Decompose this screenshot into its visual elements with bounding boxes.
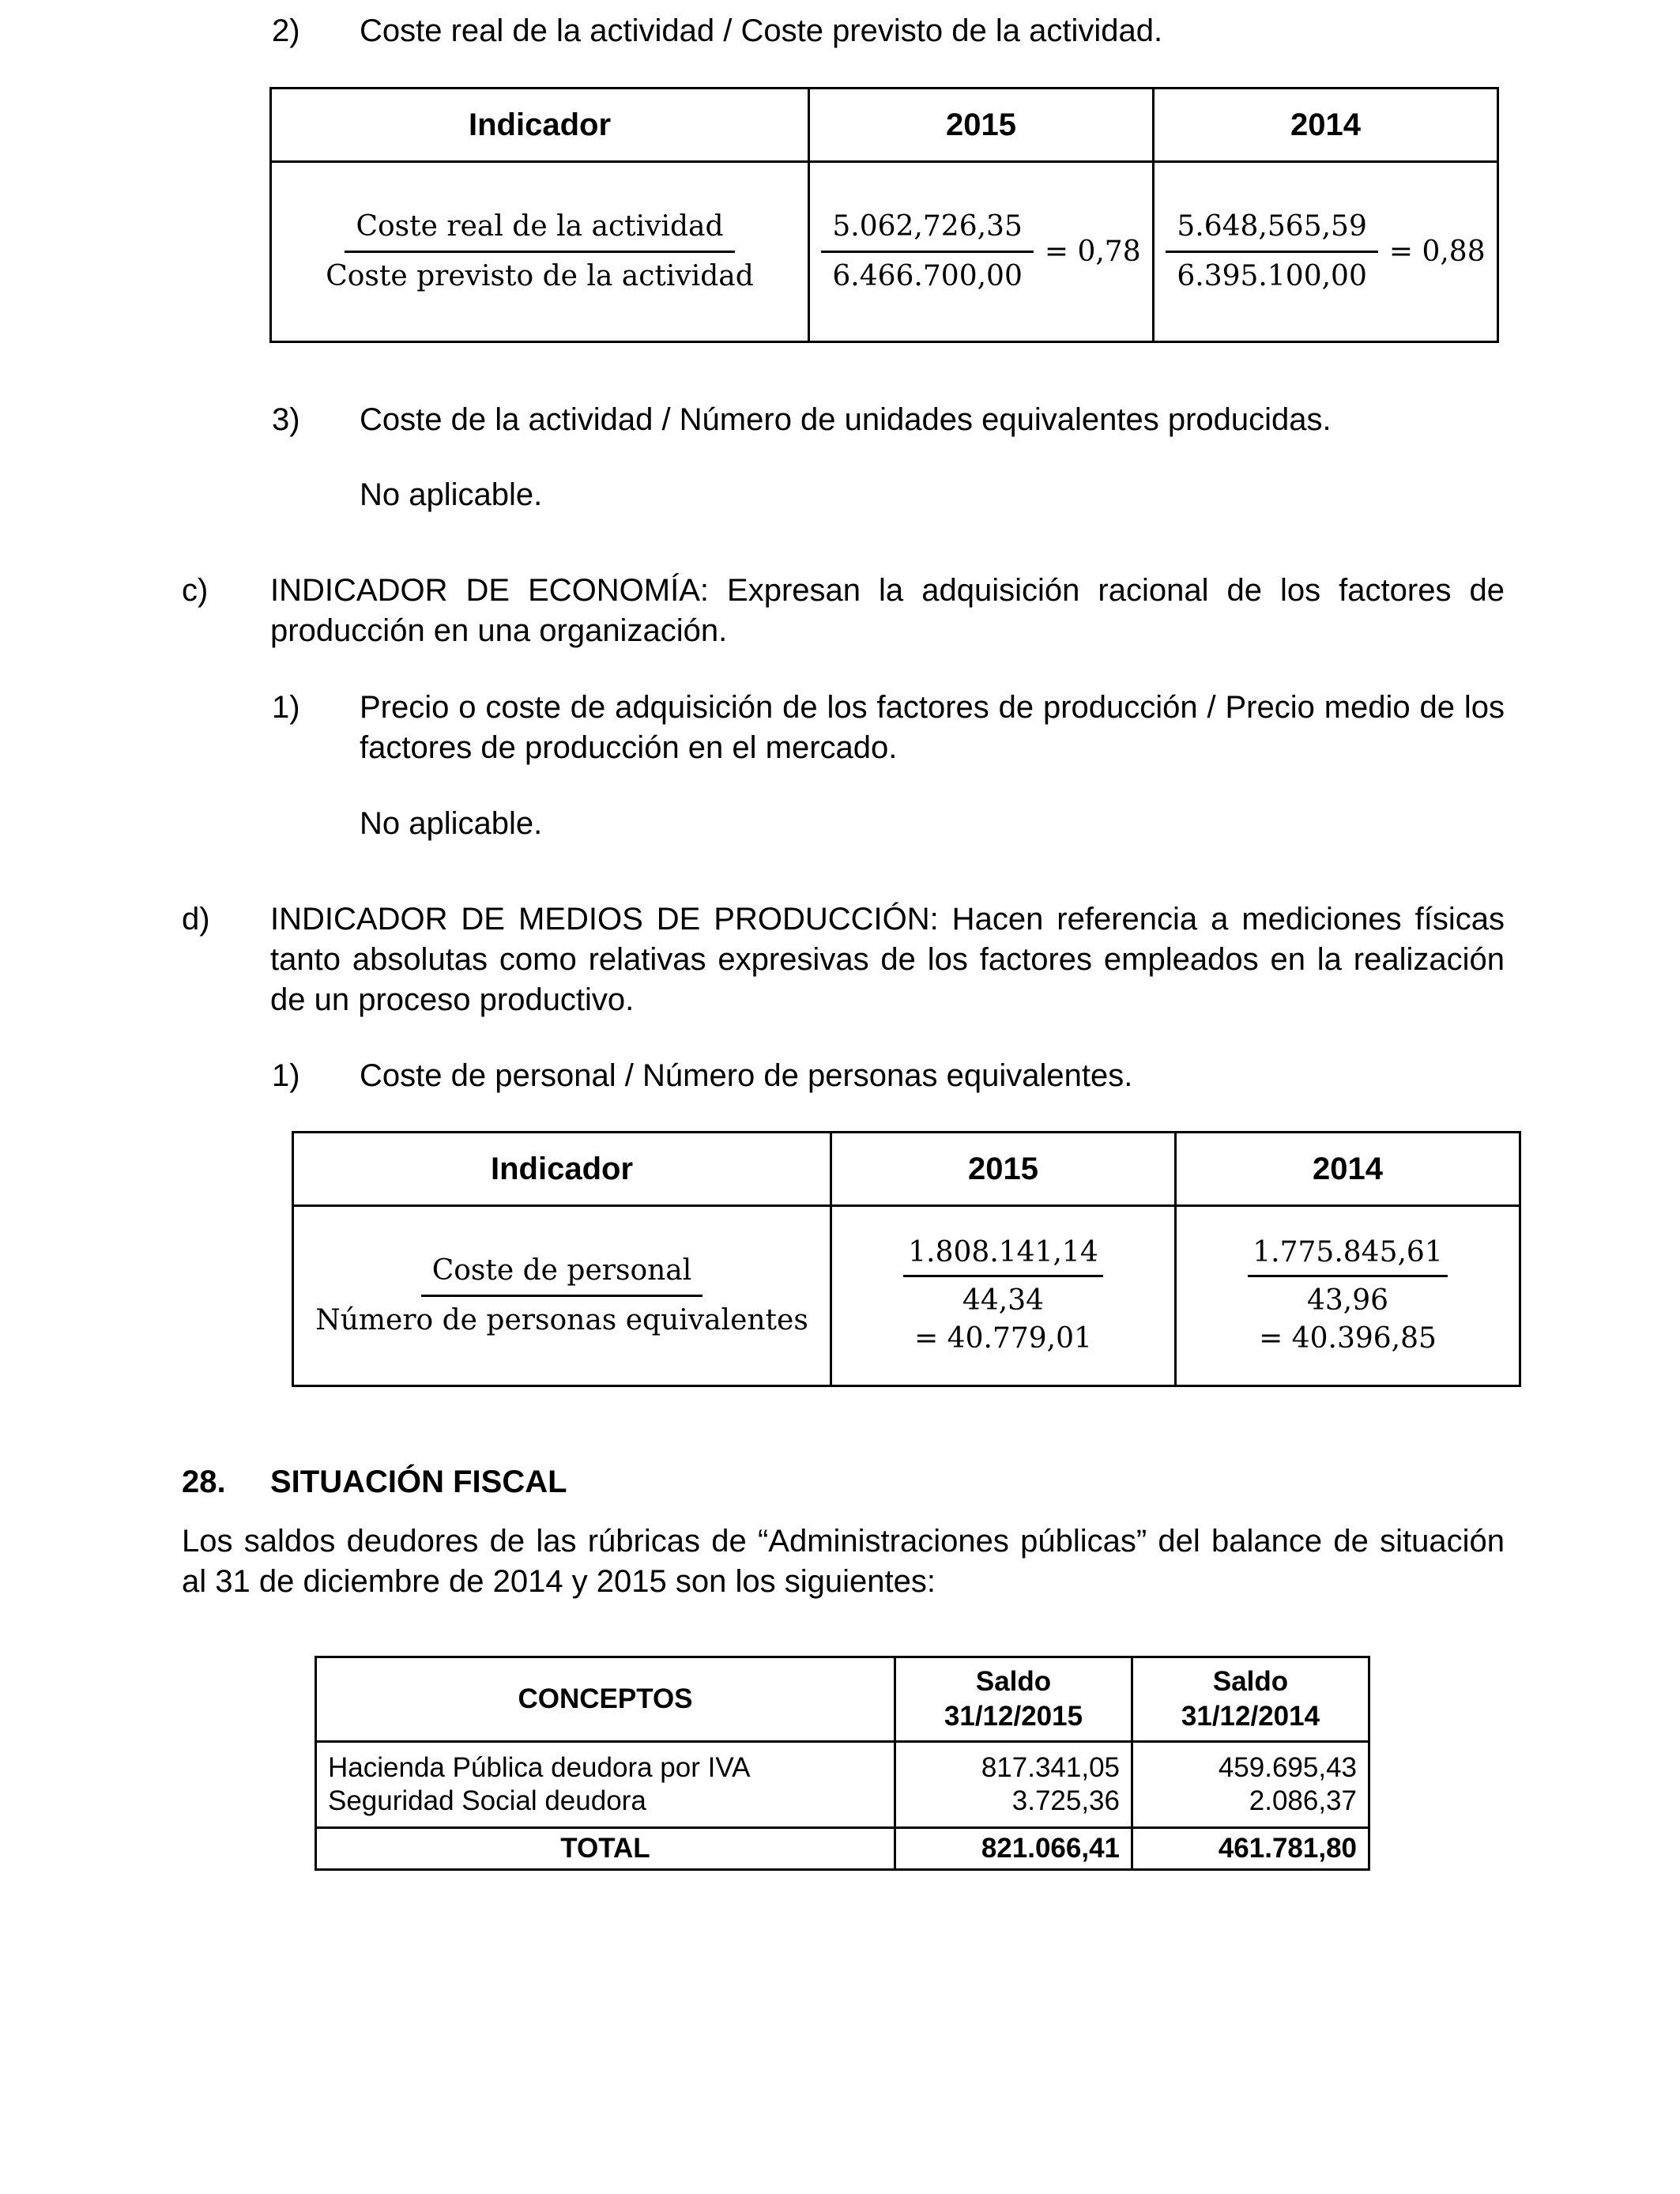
value-cell-2015 [831,1206,1176,1386]
fraction-numerator: 5.648,565,59 [1166,208,1377,253]
indicator-cell [271,162,809,342]
fraction-result: = 0,88 [1388,236,1486,268]
value-cell-2015 [809,162,1154,342]
fraction-denominator: Coste previsto de la actividad [326,260,754,292]
concept-label: Hacienda Pública deudora por IVA [328,1752,751,1783]
total-label: TOTAL [316,1828,895,1870]
header-balance-2014 [1132,1657,1369,1742]
item-text: Coste de la actividad / Número de unidades equivalentes producidas. [360,402,1332,437]
header-cell: 2015 [831,1133,1176,1206]
table-row [316,1742,1369,1828]
fraction-numerator: Coste de personal [421,1252,703,1297]
header-balance-2015 [895,1657,1132,1742]
concept-label: Seguridad Social deudora [328,1785,646,1816]
fraction-denominator: 6.466.700,00 [832,260,1023,292]
value-fraction [1177,1234,1519,1358]
table-row [271,162,1498,342]
table-header-row [293,1133,1520,1206]
fraction-result: = 40.396,85 [1259,1322,1437,1355]
header-cell: 2014 [1176,1133,1520,1206]
header-line: Saldo [975,1666,1052,1697]
header-line: Saldo [1212,1666,1289,1697]
indicator-table-cost [269,87,1499,343]
header-cell: 2014 [1154,89,1498,162]
fraction-result: = 40.779,01 [914,1322,1092,1355]
concepts-cell [316,1742,895,1828]
indicator-table-personnel [292,1131,1521,1387]
item-text: Coste de personal / Número de personas equivalentes. [360,1058,1133,1093]
section-letter: d) [182,902,210,937]
fiscal-balance-table [315,1656,1370,1871]
indicator-fraction [315,208,765,296]
indicator-fraction [304,1252,819,1340]
header-concepts: CONCEPTOS [316,1657,895,1742]
balance-value: 2.086,37 [1249,1785,1357,1816]
balance-value: 459.695,43 [1218,1752,1357,1783]
item-number: 1) [272,690,300,725]
values-2015-cell [895,1742,1132,1828]
fraction-denominator: Número de personas equivalentes [315,1304,808,1336]
values-2014-cell [1132,1742,1369,1828]
fraction-numerator: 1.808.141,14 [903,1234,1102,1277]
section-paragraph: Los saldos deudores de las rúbricas de “Administraciones públicas” del balance de situación al 31 de diciembre de 2014 y 2015 son los siguientes: [182,1524,1505,1599]
section-letter: c) [182,573,209,608]
item-number: 2) [272,13,300,48]
fraction-numerator: Coste real de la actividad [345,208,734,253]
header-cell: Indicador [293,1133,831,1206]
value-fraction [821,208,1033,296]
table-header-row [316,1657,1369,1742]
fraction-denominator: 44,34 [962,1284,1045,1317]
header-cell: Indicador [271,89,809,162]
header-cell: 2015 [809,89,1154,162]
item-note: No aplicable. [360,477,543,512]
indicator-cell [293,1206,831,1386]
value-cell-2014 [1154,162,1498,342]
item-text: Coste real de la actividad / Coste previsto de la actividad. [360,13,1163,48]
section-number: 28. [182,1465,226,1499]
total-value-2014: 461.781,80 [1132,1828,1369,1870]
section-text: INDICADOR DE ECONOMÍA: Expresan la adquisición racional de los factores de producción en una organización. [270,573,1505,648]
fraction-numerator: 5.062,726,35 [821,208,1033,253]
balance-value: 3.725,36 [1011,1785,1120,1816]
header-line: 31/12/2015 [944,1701,1083,1732]
section-text: INDICADOR DE MEDIOS DE PRODUCCIÓN: Hacen referencia a mediciones físicas tanto absolutas como relativas expresivas de los factores empleados en la realización de un proceso productivo. [270,902,1505,1017]
balance-value: 817.341,05 [981,1752,1120,1783]
fraction-denominator: 6.395.100,00 [1177,260,1367,292]
item-number: 3) [272,402,300,437]
fraction-result: = 0,78 [1044,236,1141,268]
value-fraction [832,1234,1174,1358]
value-fraction [1166,208,1377,296]
table-row [293,1206,1520,1386]
item-number: 1) [272,1058,300,1093]
fraction-numerator: 1.775.845,61 [1248,1234,1447,1277]
fraction-denominator: 43,96 [1306,1284,1389,1317]
section-title: SITUACIÓN FISCAL [270,1465,567,1499]
value-cell-2014 [1176,1206,1520,1386]
table-header-row [271,89,1498,162]
total-value-2015: 821.066,41 [895,1828,1132,1870]
item-note: No aplicable. [360,806,543,841]
item-text: Precio o coste de adquisición de los factores de producción / Precio medio de los factores de producción en el mercado. [360,690,1505,765]
header-line: 31/12/2014 [1181,1701,1320,1732]
table-total-row [316,1828,1369,1870]
